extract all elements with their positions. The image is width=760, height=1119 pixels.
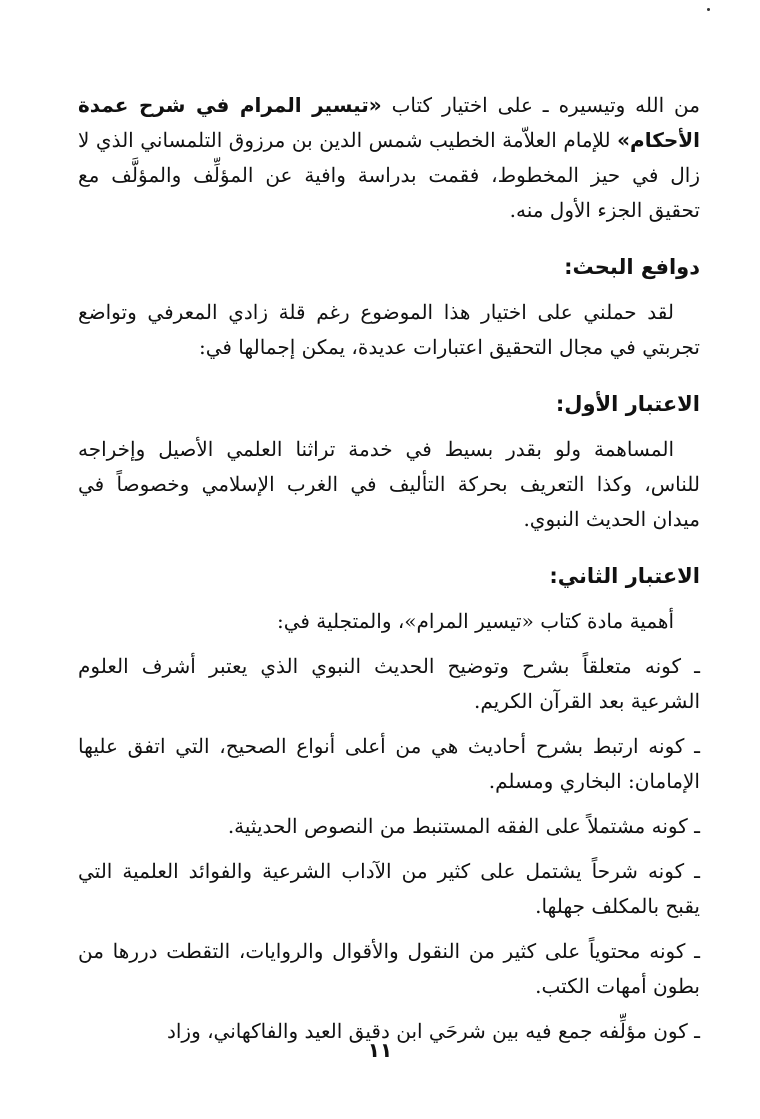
second-consideration-heading: الاعتبار الثاني:	[549, 564, 700, 588]
list-item: ـ كونه محتوياً على كثير من النقول والأقوال والروايات، التقطت دررها من بطون أمهات الكتب.	[78, 939, 700, 998]
list-item: ـ كونه مشتملاً على الفقه المستنبط من النصوص الحديثية.	[227, 814, 700, 838]
scan-dot	[707, 8, 710, 11]
first-consideration-paragraph: المساهمة ولو بقدر بسيط في خدمة تراثنا العلمي الأصيل وإخراجه للناس، وكذا التعريف بحركة التأليف في الغرب الإسلامي وخصوصاً في ميدان الحديث النبوي.	[78, 437, 700, 531]
motives-paragraph: لقد حملني على اختيار هذا الموضوع رغم قلة زادي المعرفي وتواضع تجربتي في مجال التحقيق اعتبارات عديدة، يمكن إجمالها في:	[78, 300, 700, 359]
list-item: ـ كونه شرحاً يشتمل على كثير من الآداب الشرعية والفوائد العلمية التي يقبح بالمكلف جهلها.	[78, 859, 700, 918]
intro-text-2: للإمام العلاّمة الخطيب شمس الدين بن مرزوق التلمساني الذي لا زال في حيز المخطوط، فقمت بدراسة وافية عن المؤلِّف والمؤلَّف مع تحقيق الجزء الأول منه.	[78, 128, 700, 222]
intro-paragraph	[78, 88, 700, 228]
page-body	[78, 88, 700, 1049]
intro-text-1: من الله وتيسيره ـ على اختيار كتاب	[381, 93, 700, 117]
list-item: ـ كونه متعلقاً بشرح وتوضيح الحديث النبوي الذي يعتبر أشرف العلوم الشرعية بعد القرآن الكريم.	[78, 654, 701, 713]
second-consideration-intro: أهمية مادة كتاب «تيسير المرام»، والمتجلية في:	[276, 609, 674, 633]
page-number: ١١	[367, 1038, 393, 1062]
list-item: ـ كونه ارتبط بشرح أحاديث هي من أعلى أنواع الصحيح، التي اتفق عليها الإمامان: البخاري ومسلم.	[78, 734, 700, 793]
first-consideration-heading: الاعتبار الأول:	[555, 392, 700, 416]
book-title: «تيسير المرام في شرح عمدة الأحكام»	[78, 93, 700, 152]
motives-heading: دوافع البحث:	[564, 255, 700, 279]
list-item: ـ كون مؤلِّفه جمع فيه بين شرحَي ابن دقيق العيد والفاكهاني، وزاد	[166, 1019, 700, 1043]
